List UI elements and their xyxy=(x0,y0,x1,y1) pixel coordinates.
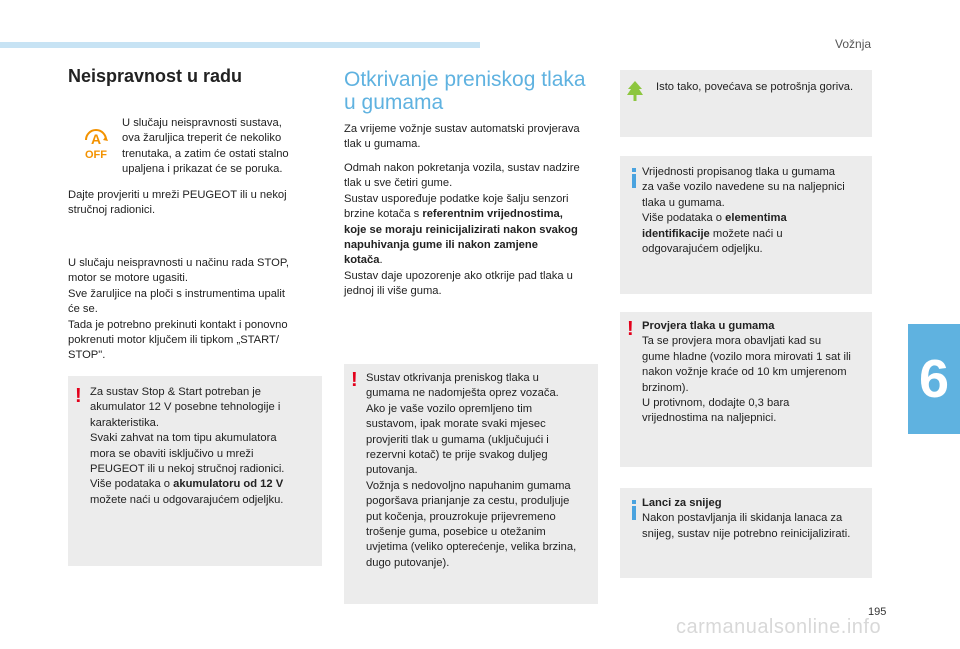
page-number: 195 xyxy=(868,606,887,618)
info-box-snow-chains: Lanci za snijeg Nakon postavljanja ili skidanja lanaca za snijeg, sustav nije potrebno reinicijalizirati. xyxy=(620,488,872,578)
tyre-para1: Za vrijeme vožnje sustav automatski provjerava tlak u gumama. xyxy=(344,123,580,151)
section-title-tyre-pressure: Otkrivanje preniskog tlaka u gumama xyxy=(344,68,586,114)
chapter-tab: 6 xyxy=(908,324,960,434)
exclamation-icon: ! xyxy=(75,385,82,407)
exclamation-icon: ! xyxy=(351,369,358,391)
info-icon xyxy=(627,500,641,520)
malfunction-para1: Dajte provjeriti u mreži PEUGEOT ili u nekoj stručnoj radionici. xyxy=(68,189,287,217)
aoff-icon-bottom: OFF xyxy=(85,149,107,160)
exclamation-icon: ! xyxy=(627,318,634,340)
a-off-warning-icon xyxy=(78,124,114,160)
eco-tree-icon xyxy=(626,80,644,102)
section-title-malfunction: Neispravnost u radu xyxy=(68,66,243,86)
eco-box-fuel: Isto tako, povećava se potrošnja goriva. xyxy=(620,70,872,137)
warning-box-tyre-system: ! Sustav otkrivanja preniskog tlaka u gumama ne nadomješta oprez vozača. Ako je vaše vozilo opremljeno tim sustavom, ipak morate svaki mjesec provjeriti tlak u gumama (uključujući i rezervni kotač) te prije svakog duljeg putovanja. Vožnja s nedovoljno napuhanim gumama pogoršava prianjanje za cestu, produljuje put kočenja, prouzrokuje prijevremeno trošenje guma, posebice u otežanim uvjetima (veliko opterećenje, velika brzina, dugo putovanje). xyxy=(344,364,598,604)
watermark: carmanualsonline.info xyxy=(676,616,882,638)
tyre-para2: Odmah nakon pokretanja vozila, sustav nadzire tlak u sve četiri gume. Sustav uspoređuje podatke koje šalju senzori brzine kotača s referentnim vrijednostima, koje se moraju reinicijalizirati nakon svakog napuhivanja gume ili nakon zamjene kotača. Sustav daje upozorenje ako otkrije pad tlaka u jednoj ili više guma. xyxy=(344,162,580,298)
malfunction-intro: U slučaju neispravnosti sustava, ova žaruljica treperit će nekoliko trenutaka, a zatim će ostati stalno upaljena i prikazat će se poruka. xyxy=(122,117,289,176)
aoff-icon-top: A xyxy=(90,131,102,147)
warning-box-pressure-check: ! Provjera tlaka u gumama Ta se provjera mora obavljati kad su gume hladne (vozilo mora mirovati 1 sat ili nakon vožnje kraće od 10 km umjerenom brzinom). U protivnom, dodajte 0,3 bara vrijednostima na naljepnici. xyxy=(620,312,872,467)
header-bar xyxy=(0,42,480,48)
info-icon xyxy=(627,168,641,188)
chapter-name: Vožnja xyxy=(835,37,872,51)
malfunction-para2: U slučaju neispravnosti u načinu rada STOP, motor se motore ugasiti. Sve žaruljice na ploči s instrumentima upalit će se. Tada je potrebno prekinuti kontakt i ponovno pokrenuti motor ključem ili tipkom „START/ STOP". xyxy=(68,257,289,362)
info-box-pressure-values: Vrijednosti propisanog tlaka u gumama za vaše vozilo navedene su na naljepnici tlaka u gumama. Više podataka o elementima identifikacije možete naći u odgovarajućem odjeljku. xyxy=(620,156,872,294)
warning-box-stop-start: ! Za sustav Stop & Start potreban je akumulator 12 V posebne tehnologije i karakteristika. Svaki zahvat na tom tipu akumulatora mora se obaviti isključivo u mreži PEUGEOT ili u nekoj stručnoj radionici. Više podataka o akumulatoru od 12 V možete naći u odgovarajućem odjeljku. xyxy=(68,376,322,566)
